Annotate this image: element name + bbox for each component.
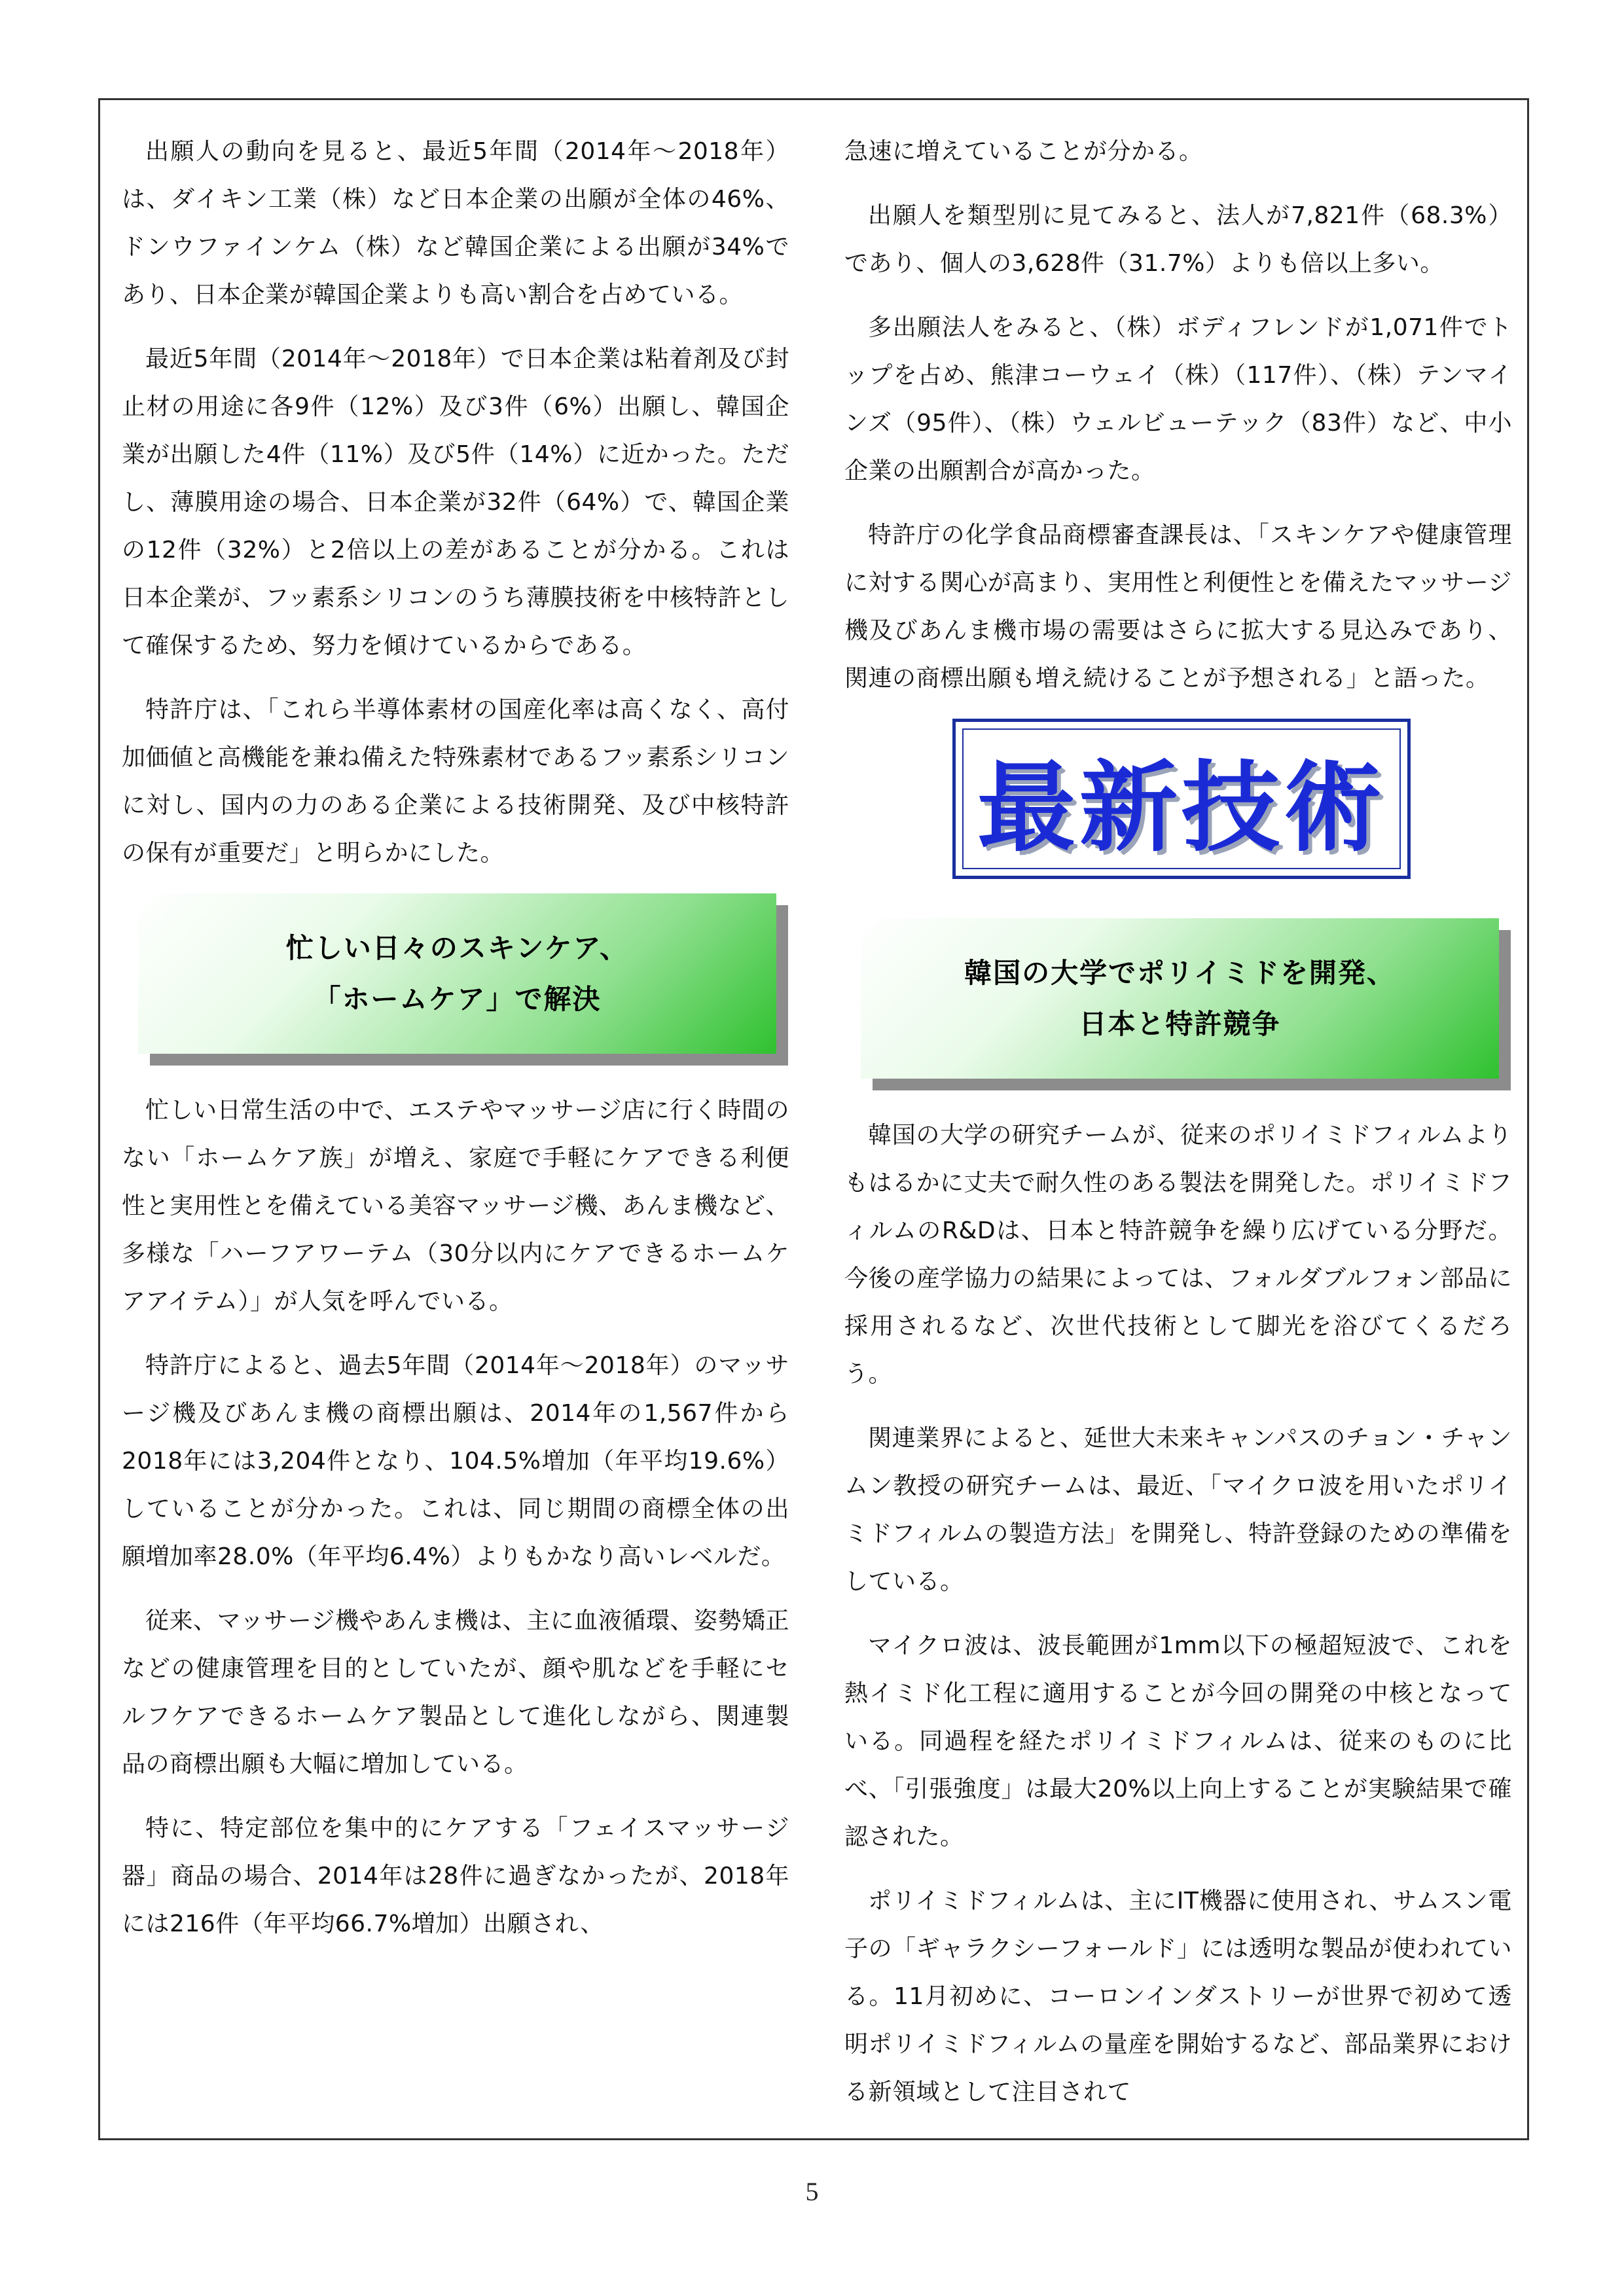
heading-face <box>861 918 1499 1079</box>
paragraph: 特許庁の化学食品商標審査課長は、「スキンケアや健康管理に対する関心が高まり、実用性と利便性とを備えたマッサージ機及びあんま機市場の需要はさらに拡大する見込みであり、関連の商標出願も増え続けることが予想される」と語った。 <box>844 522 1512 692</box>
heading-face <box>138 893 776 1054</box>
paragraph: 多出願法人をみると、（株）ボディフレンドが1,071件でトップを占め、熊津コーウェイ（株）（117件）、（株）テンマインズ（95件）、（株）ウェルビューテック（83件）など、中小企業の出願割合が高かった。 <box>844 314 1512 484</box>
paragraph: 最近5年間（2014年〜2018年）で日本企業は粘着剤及び封止材の用途に各9件（12%）及び3件（6%）出願し、韓国企業が出願した4件（11%）及び5件（14%）に近かった。ただし、薄膜用途の場合、日本企業が32件（64%）で、韓国企業の12件（32%）と2倍以上の差があることが分かる。これは日本企業が、フッ素系シリコンのうち薄膜技術を中核特許として確保するため、努力を傾けているからである。 <box>122 346 789 659</box>
section-heading-polyimide <box>861 918 1499 1079</box>
left-column <box>122 128 789 1964</box>
paragraph: 出願人の動向を見ると、最近5年間（2014年〜2018年）は、ダイキン工業（株）など日本企業の出願が全体の46%、ドンウファインケム（株）など韓国企業による出願が34%であり、日本企業が韓国企業よりも高い割合を占めている。 <box>122 138 789 308</box>
heading-line: 「ホームケア」で解決 <box>313 982 602 1015</box>
section-heading-homecare <box>138 893 776 1054</box>
latest-tech-inner-frame <box>962 728 1401 869</box>
latest-tech-label: 最新技術 <box>977 751 1386 865</box>
heading-line: 忙しい日々のスキンケア、 <box>285 931 629 964</box>
right-column <box>844 128 1512 2132</box>
paragraph: 特許庁は、「これら半導体素材の国産化率は高くなく、高付加価値と高機能を兼ね備えた特殊素材であるフッ素系シリコンに対し、国内の力のある企業による技術開発、及び中核特許の保有が重要だ」と明らかにした。 <box>122 696 789 867</box>
paragraph: 関連業界によると、延世大未来キャンパスのチョン・チャンムン教授の研究チームは、最近、「マイクロ波を用いたポリイミドフィルムの製造方法」を開発し、特許登録のための準備をしている。 <box>844 1425 1512 1595</box>
paragraph: 出願人を類型別に見てみると、法人が7,821件（68.3%）であり、個人の3,628件（31.7%）よりも倍以上多い。 <box>844 202 1512 277</box>
heading-line: 日本と特許競争 <box>1079 1007 1281 1040</box>
paragraph: ポリイミドフィルムは、主にIT機器に使用され、サムスン電子の「ギャラクシーフォールド」には透明な製品が使われている。11月初めに、コーロンインダストリーが世界で初めて透明ポリイミドフィルムの量産を開始するなど、部品業界における新領域として注目されて <box>844 1888 1512 2106</box>
paragraph: 韓国の大学の研究チームが、従来のポリイミドフィルムよりもはるかに丈夫で耐久性のある製法を開発した。ポリイミドフィルムのR&Dは、日本と特許競争を繰り広げている分野だ。今後の産学協力の結果によっては、フォルダブルフォン部品に採用されるなど、次世代技術として脚光を浴びてくるだろう。 <box>844 1122 1512 1388</box>
paragraph: 特許庁によると、過去5年間（2014年〜2018年）のマッサージ機及びあんま機の商標出願は、2014年の1,567件から2018年には3,204件となり、104.5%増加（年平均19.6%）していることが分かった。これは、同じ期間の商標全体の出願増加率28.0%（年平均6.4%）よりもかなり高いレベルだ。 <box>122 1352 789 1570</box>
paragraph: 特に、特定部位を集中的にケアする「フェイスマッサージ器」商品の場合、2014年は28件に過ぎなかったが、2018年には216件（年平均66.7%増加）出願され、 <box>122 1815 789 1937</box>
page-number: 5 <box>805 2177 819 2206</box>
paragraph: 忙しい日常生活の中で、エステやマッサージ店に行く時間のない「ホームケア族」が増え、家庭で手軽にケアできる利便性と実用性とを備えている美容マッサージ機、あんま機など、多様な「ハーフアワーテム（30分以内にケアできるホームケアアイテム）」が人気を呼んでいる。 <box>122 1097 789 1315</box>
paragraph-continued: 急速に増えていることが分かる。 <box>844 138 1203 165</box>
paragraph: 従来、マッサージ機やあんま機は、主に血液循環、姿勢矯正などの健康管理を目的としていたが、顔や肌などを手軽にセルフケアできるホームケア製品として進化しながら、関連製品の商標出願も大幅に増加している。 <box>122 1607 789 1778</box>
heading-line: 韓国の大学でポリイミドを開発、 <box>964 956 1396 989</box>
paragraph: マイクロ波は、波長範囲が1mm以下の極超短波で、これを熱イミド化工程に適用することが今回の開発の中核となっている。同過程を経たポリイミドフィルムは、従来のものに比べ、「引張強度」は最大20%以上向上することが実験結果で確認された。 <box>844 1632 1512 1850</box>
latest-tech-banner <box>952 719 1411 879</box>
